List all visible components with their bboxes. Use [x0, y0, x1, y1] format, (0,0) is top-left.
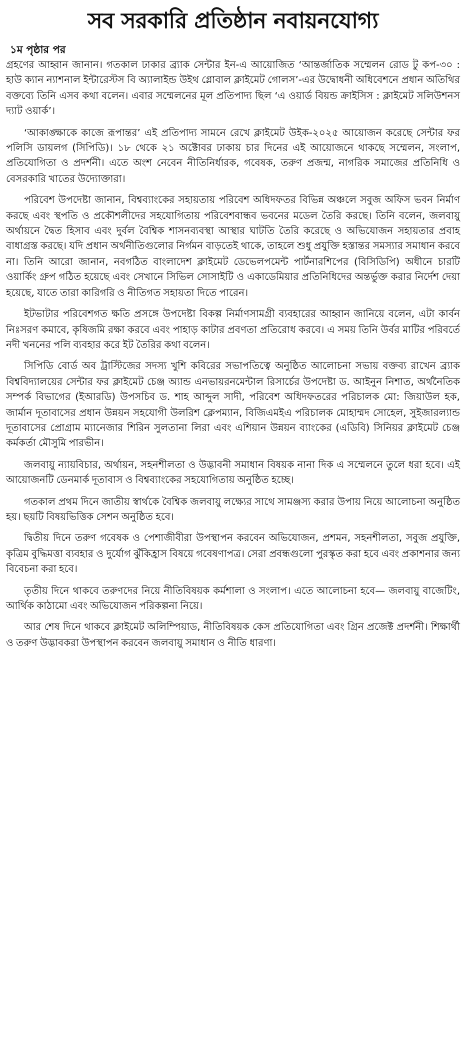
- article-paragraph-8: দ্বিতীয় দিনে তরুণ গবেষক ও পেশাজীবীরা উপস্থাপন করবেন অভিযোজন, প্রশমন, সহনশীলতা, সবুজ প্রযুক্তি, কৃত্রিম বুদ্ধিমত্তা ব্যবহার ও দুর্যোগ ঝুঁকিহ্রাস বিষয়ে গবেষণাপত্র। সেরা প্রবন্ধগুলো পুরস্কৃত করা হবে এবং প্রকাশনার জন্য বিবেচনা করা হবে।: [6, 533, 460, 576]
- article-paragraph-6: জলবায়ু ন্যায়বিচার, অর্থায়ন, সহনশীলতা ও উদ্ভাবনী সমাধান বিষয়ক নানা দিক এ সম্মেলনে তুলে ধরা হবে। এই আয়োজনটি ডেনমার্ক দূতাবাস ও বিশ্বব্যাংকের সহযোগিতায় অনুষ্ঠিত হচ্ছে।: [6, 459, 460, 487]
- continued-from-label: ১ম পৃষ্ঠার পর: [10, 44, 66, 56]
- article-paragraph-2: ‘আকাঙ্ক্ষাকে কাজে রূপান্তর’ এই প্রতিপাদ্য সামনে রেখে ক্লাইমেট উইক-২০২৫ আয়োজন করেছে সেন্টার ফর পলিসি ডায়লগ (সিপিডি)। ১৮ থেকে ২১ অক্টোবর ঢাকায় চার দিনের এই আয়োজনে থাকছে সম্মেলন, সংলাপ, প্রতিযোগিতা ও প্রদর্শনী। এতে অংশ নেবেন নীতিনির্ধারক, গবেষক, তরুণ প্রজন্ম, নাগরিক সমাজের প্রতিনিধি ও বেসরকারি খাতের উদ্যোক্তারা।: [6, 127, 460, 185]
- article-paragraph-7: গতকাল প্রথম দিনে জাতীয় স্বার্থকে বৈশ্বিক জলবায়ু লক্ষ্যের সাথে সামঞ্জস্য করার উপায় নিয়ে আলোচনা অনুষ্ঠিত হয়। ছয়টি বিষয়ভিত্তিক সেশন অনুষ্ঠিত হবে।: [6, 496, 460, 523]
- article-paragraph-5: সিপিডি বোর্ড অব ট্রাস্টিজের সদস্য খুশি কবিরের সভাপতিত্বে অনুষ্ঠিত আলোচনা সভায় বক্তব্য রাখেন ব্র্যাক বিশ্ববিদ্যালয়ের সেন্টার ফর ক্লাইমেট চেঞ্জ অ্যান্ড এনভায়রনমেন্টাল রিসার্চের উপদেষ্টা ড. আইনুন নিশাত, অর্থনৈতিক সম্পর্ক বিভাগের (ইআরডি) উপসচিব ড. শাহ আব্দুল সাদী, পরিবেশ অধিদফতরের পরিচালক মো: জিয়াউল হক, জার্মান দূতাবাসের প্রধান উন্নয়ন সহযোগী উলরিশ ক্লেপম্যান, বিজিএমইএ পরিচালক মোহাম্মদ সোহেল, সুইজারল্যান্ড দূতাবাসের প্রোগ্রাম ম্যানেজার শিরিন সুলতানা লিরা এবং এশিয়ান উন্নয়ন ব্যাংকের (এডিবি) সিনিয়র ক্লাইমেট চেঞ্জ কর্মকর্তা মৌসুমি পারভীন।: [6, 361, 460, 450]
- article-paragraph-10: আর শেষ দিনে থাকবে ক্লাইমেট অলিম্পিয়াড, নীতিবিষয়ক কেস প্রতিযোগিতা এবং গ্রিন প্রজেক্ট প্রদর্শনী। শিক্ষার্থী ও তরুণ উদ্ভাবকরা উপস্থাপন করবেন জলবায়ু সমাধান ও নীতি ধারণা।: [6, 622, 460, 649]
- article-paragraph-1: গ্রহণের আহ্বান জানান। গতকাল ঢাকার ব্র্যাক সেন্টার ইন-এ আয়োজিত ‘আন্তর্জাতিক সম্মেলন রোড টু কপ-৩০ : হাউ ক্যান ন্যাশনাল ইন্টারেস্টস বি অ্যালাইন্ড উইথ গ্লোবাল ক্লাইমেট গোলস’-এর উদ্বোধনী অধিবেশনে প্রধান অতিথির বক্তব্যে তিনি এসব কথা বলেন। এবার সম্মেলনের মূল প্রতিপাদ্য ছিল ‘এ ওয়ার্ড বিয়ন্ড ক্রাইসিস : ক্লাইমেট সলিউশনস দ্যাট ওয়ার্ক’।: [6, 60, 460, 118]
- article-paragraph-3: পরিবেশ উপদেষ্টা জানান, বিশ্বব্যাংকের সহায়তায় পরিবেশ অধিদফতর বিভিন্ন অঞ্চলে সবুজ অফিস ভবন নির্মাণ করছে এবং স্থপতি ও প্রকৌশলীদের সহযোগিতায় পরিবেশবান্ধব ভবনের মডেল তৈরি করছে। তিনি বলেন, জলবায়ু অর্থায়নে দ্বৈত হিসাব এবং দুর্বল বৈশ্বিক শাসনব্যবস্থা আস্থার ঘাটতি তৈরি করেছে ও অভিযোজন সহায়তার প্রবাহ বাধাগ্রস্ত করছে। যদি প্রধান অর্থনীতিগুলোর নির্গমন বাড়তেই থাকে, তাহলে শুধু প্রযুক্তি হস্তান্তর সমস্যার সমাধান করবে না। তিনি আরো জানান, নবগঠিত বাংলাদেশ ক্লাইমেট ডেভেলপমেন্ট পার্টনারশিপের (বিসিডিপি) অধীনে চারটি ওয়ার্কিং গ্রুপ গঠিত হয়েছে এবং সেখানে সিভিল সোসাইটি ও একাডেমিয়ার প্রতিনিধিদের অন্তর্ভুক্ত করার নির্দেশ দেয়া হয়েছে, যাতে তারা কারিগরি ও নীতিগত সহায়তা দিতে পারেন।: [6, 195, 460, 299]
- article-paragraph-9: তৃতীয় দিনে থাকবে তরুণদের নিয়ে নীতিবিষয়ক কর্মশালা ও সংলাপ। এতে আলোচনা হবে— জলবায়ু বাজেটিং, আর্থিক কাঠামো এবং অভিযোজন পরিকল্পনা নিয়ে।: [6, 585, 460, 612]
- article-headline: সব সরকারি প্রতিষ্ঠান নবায়নযোগ্য: [87, 9, 379, 34]
- article-paragraph-4: ইটভাটার পরিবেশগত ক্ষতি প্রসঙ্গে উপদেষ্টা বিকল্প নির্মাণসামগ্রী ব্যবহারের আহ্বান জানিয়ে বলেন, এটা কার্বন নিঃসরণ কমাবে, কৃষিজমি রক্ষা করবে এবং পাহাড় কাটার প্রবণতা প্রতিরোধ করবে। এ সময় তিনি উর্বর মাটির পরিবর্তে নদী খননের পলি ব্যবহার করে ইট তৈরির কথা বলেন।: [6, 309, 460, 351]
